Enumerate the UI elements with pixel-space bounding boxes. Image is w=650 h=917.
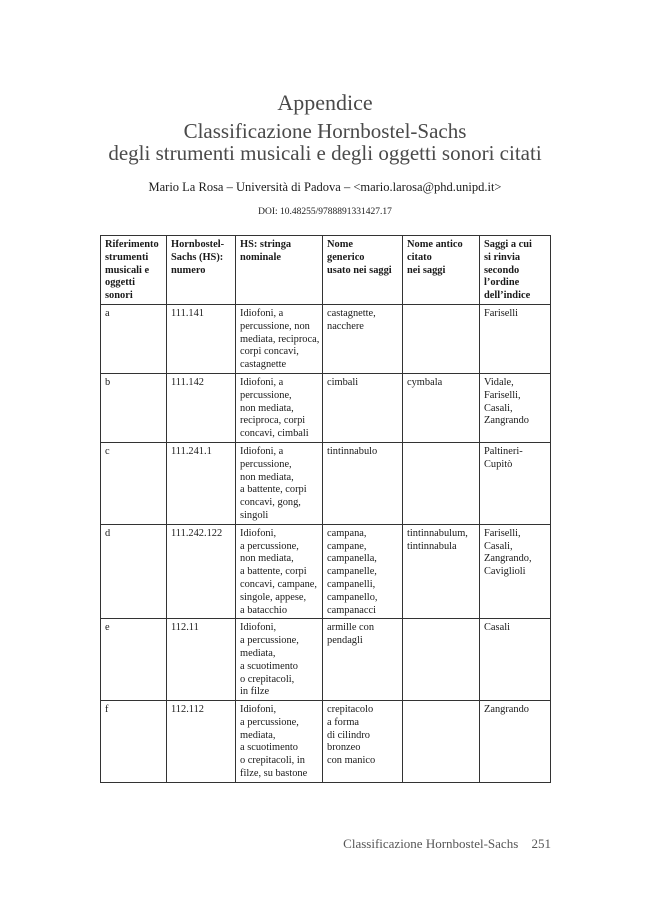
cell-line: mediata, xyxy=(240,729,276,741)
cell-line: f xyxy=(105,704,109,716)
hs-string-cell xyxy=(236,304,323,373)
table-row xyxy=(101,524,551,619)
header-line: secondo xyxy=(484,264,520,276)
ancient-name-cell xyxy=(403,619,480,701)
cell-line: percussione, xyxy=(240,458,292,470)
table-row xyxy=(101,442,551,524)
hs-number-cell xyxy=(167,701,236,783)
cell-line: con manico xyxy=(327,755,376,767)
ancient-name-cell xyxy=(403,524,480,619)
cell-line: campanelli, xyxy=(327,578,376,590)
cell-line: campanacci xyxy=(327,604,377,616)
generic-name-cell xyxy=(323,701,403,783)
ancient-name-cell xyxy=(403,304,480,373)
running-title: Classificazione Hornbostel-Sachs xyxy=(343,836,519,851)
essays-cell xyxy=(480,304,551,373)
hs-number-cell xyxy=(167,304,236,373)
header-line: Riferimento xyxy=(105,239,159,250)
cell-line: 112.112 xyxy=(171,704,204,716)
header-line: Nome antico xyxy=(407,239,463,250)
essays-cell xyxy=(480,701,551,783)
header-line: numero xyxy=(171,264,206,276)
essays-cell xyxy=(480,524,551,619)
cell-line: Idiofoni, xyxy=(240,527,277,539)
cell-line: di cilindro xyxy=(327,729,370,741)
cell-line: campana, xyxy=(327,527,367,539)
table-body xyxy=(101,304,551,782)
cell-line: Idiofoni, a xyxy=(240,307,284,319)
table-row xyxy=(101,701,551,783)
author-line: Mario La Rosa – Università di Padova – <mario.larosa@phd.unipd.it> xyxy=(148,180,502,194)
hs-number-cell xyxy=(167,442,236,524)
table-header-row xyxy=(101,236,551,305)
appendix-title xyxy=(0,90,650,116)
column-header-ancient-name xyxy=(403,236,480,305)
header-line: si rinvia xyxy=(484,251,521,263)
cell-line: a battente, corpi xyxy=(240,484,307,496)
header-line: oggetti xyxy=(105,277,136,289)
cell-line: crepitacolo xyxy=(327,704,374,716)
cell-line: o crepitacoli, xyxy=(240,673,295,685)
cell-line: non mediata, xyxy=(240,553,294,565)
cell-line: Zangrando, xyxy=(484,553,532,565)
cell-line: Fariselli, xyxy=(484,527,521,539)
cell-line: o crepitacoli, in xyxy=(240,755,305,767)
cell-line: pendagli xyxy=(327,635,363,647)
cell-line: c xyxy=(105,445,110,457)
cell-line: non mediata, xyxy=(240,471,294,483)
cell-line: Idiofoni, xyxy=(240,704,277,716)
cell-line: 112.11 xyxy=(171,622,199,634)
cell-line: Casali xyxy=(484,622,510,634)
cell-line: reciproca, corpi xyxy=(240,415,306,427)
cell-line: Zangrando xyxy=(484,704,530,716)
generic-name-cell xyxy=(323,619,403,701)
column-header-essays xyxy=(480,236,551,305)
cell-line: nacchere xyxy=(327,320,364,332)
cell-line: in filze xyxy=(240,686,270,698)
cell-line: a scuotimento xyxy=(240,742,299,754)
table-row xyxy=(101,304,551,373)
reference-cell xyxy=(101,373,167,442)
reference-cell xyxy=(101,304,167,373)
header-line: Sachs (HS): xyxy=(171,251,224,263)
cell-line: a xyxy=(105,307,110,319)
column-header-reference xyxy=(101,236,167,305)
cell-line: campanelle, xyxy=(327,566,377,578)
cell-line: b xyxy=(105,376,111,388)
cell-line: tintinnabula xyxy=(407,540,457,552)
header-line: nei saggi xyxy=(407,264,446,276)
table-row xyxy=(101,619,551,701)
generic-name-cell xyxy=(323,373,403,442)
cell-line: concavi, cimbali xyxy=(240,428,309,440)
reference-cell xyxy=(101,619,167,701)
cell-line: Cupitò xyxy=(484,458,513,470)
cell-line: campanello, xyxy=(327,591,378,603)
column-header-hs-number xyxy=(167,236,236,305)
hs-number-cell xyxy=(167,524,236,619)
cell-line: Casali, xyxy=(484,402,513,414)
table-header xyxy=(101,236,551,305)
header-line: l’ordine xyxy=(484,277,520,289)
essays-cell xyxy=(480,619,551,701)
header-line: nominale xyxy=(240,251,281,263)
cell-line: concavi, gong, xyxy=(240,497,301,509)
cell-line: castagnette, xyxy=(327,307,376,319)
table-row xyxy=(101,373,551,442)
reference-cell xyxy=(101,524,167,619)
header-line: generico xyxy=(327,251,365,263)
page-number: 251 xyxy=(531,836,551,851)
hs-string-cell xyxy=(236,619,323,701)
cell-line: tintinnabulum, xyxy=(407,527,468,539)
cell-line: Vidale, xyxy=(484,376,514,388)
cell-line: armille con xyxy=(327,622,375,634)
header-line: Nome xyxy=(327,239,353,250)
cell-line: cymbala xyxy=(407,376,443,388)
cell-line: concavi, campane, xyxy=(240,578,318,590)
ancient-name-cell xyxy=(403,373,480,442)
reference-cell xyxy=(101,701,167,783)
cell-line: non mediata, xyxy=(240,402,294,414)
header-line: strumenti xyxy=(105,251,149,263)
cell-line: d xyxy=(105,527,111,539)
page-footer xyxy=(343,836,551,852)
essays-cell xyxy=(480,442,551,524)
cell-line: Idiofoni, xyxy=(240,622,277,634)
cell-line: campanella, xyxy=(327,553,377,565)
cell-line: singole, appese, xyxy=(240,591,307,603)
header-line: dell’indice xyxy=(484,290,531,302)
page-title xyxy=(0,120,650,164)
cell-line: Idiofoni, a xyxy=(240,376,284,388)
cell-line: e xyxy=(105,622,110,634)
title-line-1: Classificazione Hornbostel-Sachs xyxy=(183,119,467,143)
cell-line: 111.242.122 xyxy=(171,527,223,539)
column-header-generic-name xyxy=(323,236,403,305)
ancient-name-cell xyxy=(403,442,480,524)
cell-line: tintinnabulo xyxy=(327,445,378,457)
cell-line: Fariselli xyxy=(484,307,519,319)
cell-line: percussione, xyxy=(240,389,292,401)
header-line: usato nei saggi xyxy=(327,264,392,276)
cell-line: Zangrando xyxy=(484,415,530,427)
hs-string-cell xyxy=(236,373,323,442)
cell-line: a scuotimento xyxy=(240,660,299,672)
cell-line: Idiofoni, a xyxy=(240,445,284,457)
cell-line: cimbali xyxy=(327,376,359,388)
cell-line: 111.141 xyxy=(171,307,204,319)
column-header-hs-string xyxy=(236,236,323,305)
cell-line: a percussione, xyxy=(240,716,299,728)
generic-name-cell xyxy=(323,304,403,373)
cell-line: Paltineri- xyxy=(484,445,523,457)
cell-line: a forma xyxy=(327,716,360,728)
header-line: sonori xyxy=(105,290,133,302)
essays-cell xyxy=(480,373,551,442)
hs-string-cell xyxy=(236,442,323,524)
hs-string-cell xyxy=(236,701,323,783)
doi-line: DOI: 10.48255/9788891331427.17 xyxy=(258,207,392,217)
cell-line: a battente, corpi xyxy=(240,566,307,578)
cell-line: filze, su bastone xyxy=(240,768,308,780)
cell-line: Casali, xyxy=(484,540,513,552)
cell-line: 111.241.1 xyxy=(171,445,212,457)
cell-line: Caviglioli xyxy=(484,566,526,578)
cell-line: 111.142 xyxy=(171,376,204,388)
hs-string-cell xyxy=(236,524,323,619)
title-line-2: degli strumenti musicali e degli oggetti sonori citati xyxy=(108,141,542,165)
header-line: Hornbostel- xyxy=(171,239,225,250)
cell-line: castagnette xyxy=(240,359,287,371)
header-line: musicali e xyxy=(105,264,150,276)
header-line: citato xyxy=(407,251,432,263)
appendix-label: Appendice xyxy=(277,90,373,115)
cell-line: a percussione, xyxy=(240,540,299,552)
cell-line: campane, xyxy=(327,540,367,552)
generic-name-cell xyxy=(323,442,403,524)
cell-line: a batacchio xyxy=(240,604,288,616)
cell-line: corpi concavi, xyxy=(240,346,299,358)
cell-line: mediata, reciproca, xyxy=(240,333,320,345)
cell-line: bronzeo xyxy=(327,742,361,754)
reference-cell xyxy=(101,442,167,524)
generic-name-cell xyxy=(323,524,403,619)
classification-table xyxy=(100,235,551,783)
hs-number-cell xyxy=(167,619,236,701)
cell-line: Fariselli, xyxy=(484,389,521,401)
cell-line: a percussione, xyxy=(240,635,299,647)
cell-line: singoli xyxy=(240,509,269,521)
ancient-name-cell xyxy=(403,701,480,783)
cell-line: percussione, non xyxy=(240,320,310,332)
hs-number-cell xyxy=(167,373,236,442)
header-line: Saggi a cui xyxy=(484,239,532,250)
header-line: HS: stringa xyxy=(240,239,292,250)
cell-line: mediata, xyxy=(240,647,276,659)
